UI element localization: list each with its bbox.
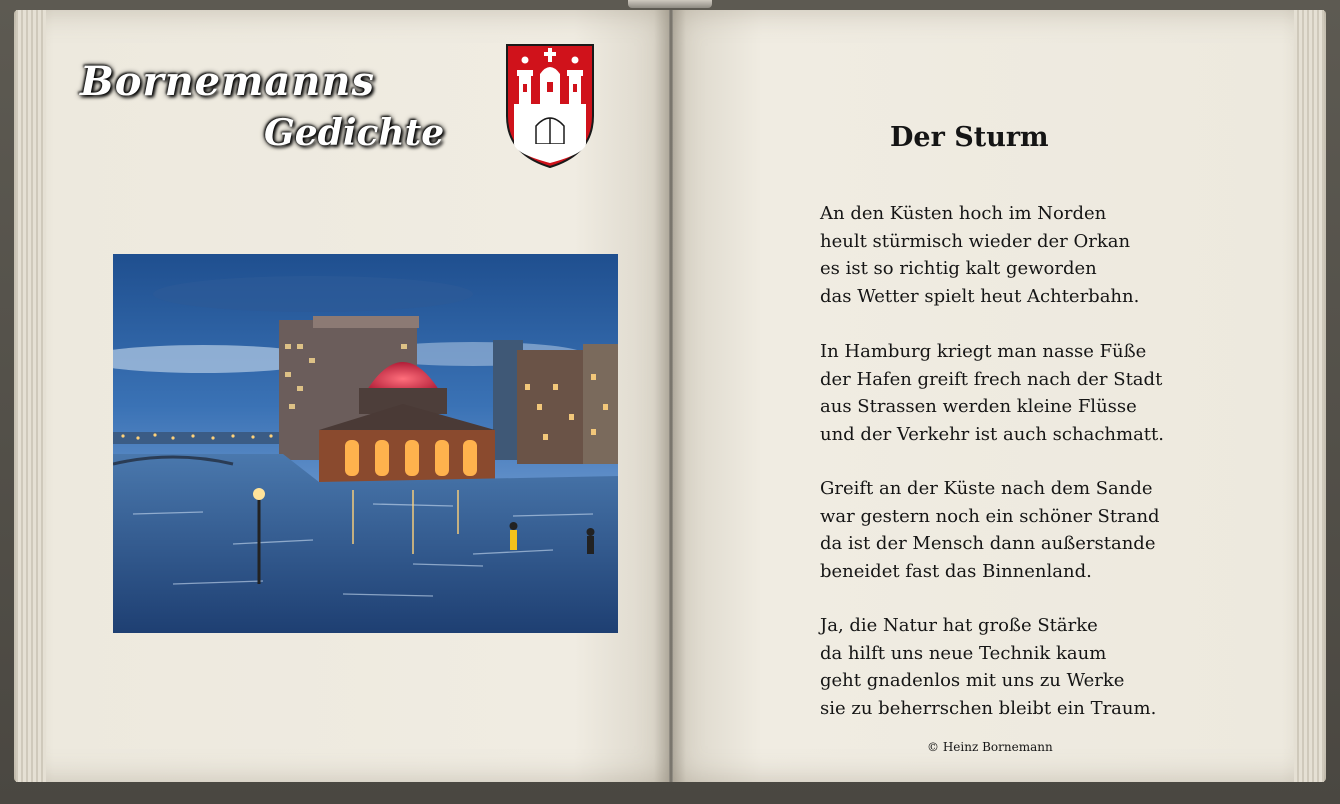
poem-line: Ja, die Natur hat große Stärke: [820, 615, 1098, 636]
poem-line: da ist der Mensch dann außerstande: [820, 533, 1156, 554]
right-page-edges: [1294, 10, 1324, 782]
poem-line: sie zu beherrschen bleibt ein Traum.: [820, 697, 1157, 719]
poem-line: beneidet fast das Binnenland.: [820, 560, 1092, 582]
poem-title: Der Sturm: [890, 122, 1049, 153]
poem-stanza-3: [820, 475, 1290, 585]
left-page-edges: [16, 10, 46, 782]
poem-line: geht gnadenlos mit uns zu Werke: [820, 670, 1125, 691]
poem-stanza-4: [820, 612, 1290, 722]
copyright-notice: © Heinz Bornemann: [927, 740, 1053, 754]
flooded-hamburg-fish-market-photo-icon: [113, 254, 618, 633]
brand-line-1: Bornemanns: [80, 58, 376, 105]
poem-line: Greift an der Küste nach dem Sande: [820, 478, 1153, 499]
poem-line: der Hafen greift frech nach der Stadt: [820, 368, 1163, 390]
poem-line: An den Küsten hoch im Norden: [820, 203, 1107, 224]
brand-line-2: Gedichte: [264, 112, 445, 154]
poem-line: aus Strassen werden kleine Flüsse: [820, 396, 1137, 417]
poem-line: und der Verkehr ist auch schachmatt.: [820, 423, 1164, 445]
poem-line: das Wetter spielt heut Achterbahn.: [820, 285, 1140, 307]
poem-stanza-1: [820, 200, 1290, 310]
spine-clip: [628, 0, 712, 8]
poem-line: heult stürmisch wieder der Orkan: [820, 230, 1131, 252]
poem-line: war gestern noch ein schöner Strand: [820, 505, 1160, 527]
hamburg-coat-of-arms-icon: [504, 42, 596, 170]
poem-stanza-2: [820, 338, 1290, 448]
poem-line: In Hamburg kriegt man nasse Füße: [820, 341, 1147, 362]
book-spine: [669, 10, 673, 782]
poem-line: es ist so richtig kalt geworden: [820, 258, 1097, 279]
poem-line: da hilft uns neue Technik kaum: [820, 642, 1107, 664]
